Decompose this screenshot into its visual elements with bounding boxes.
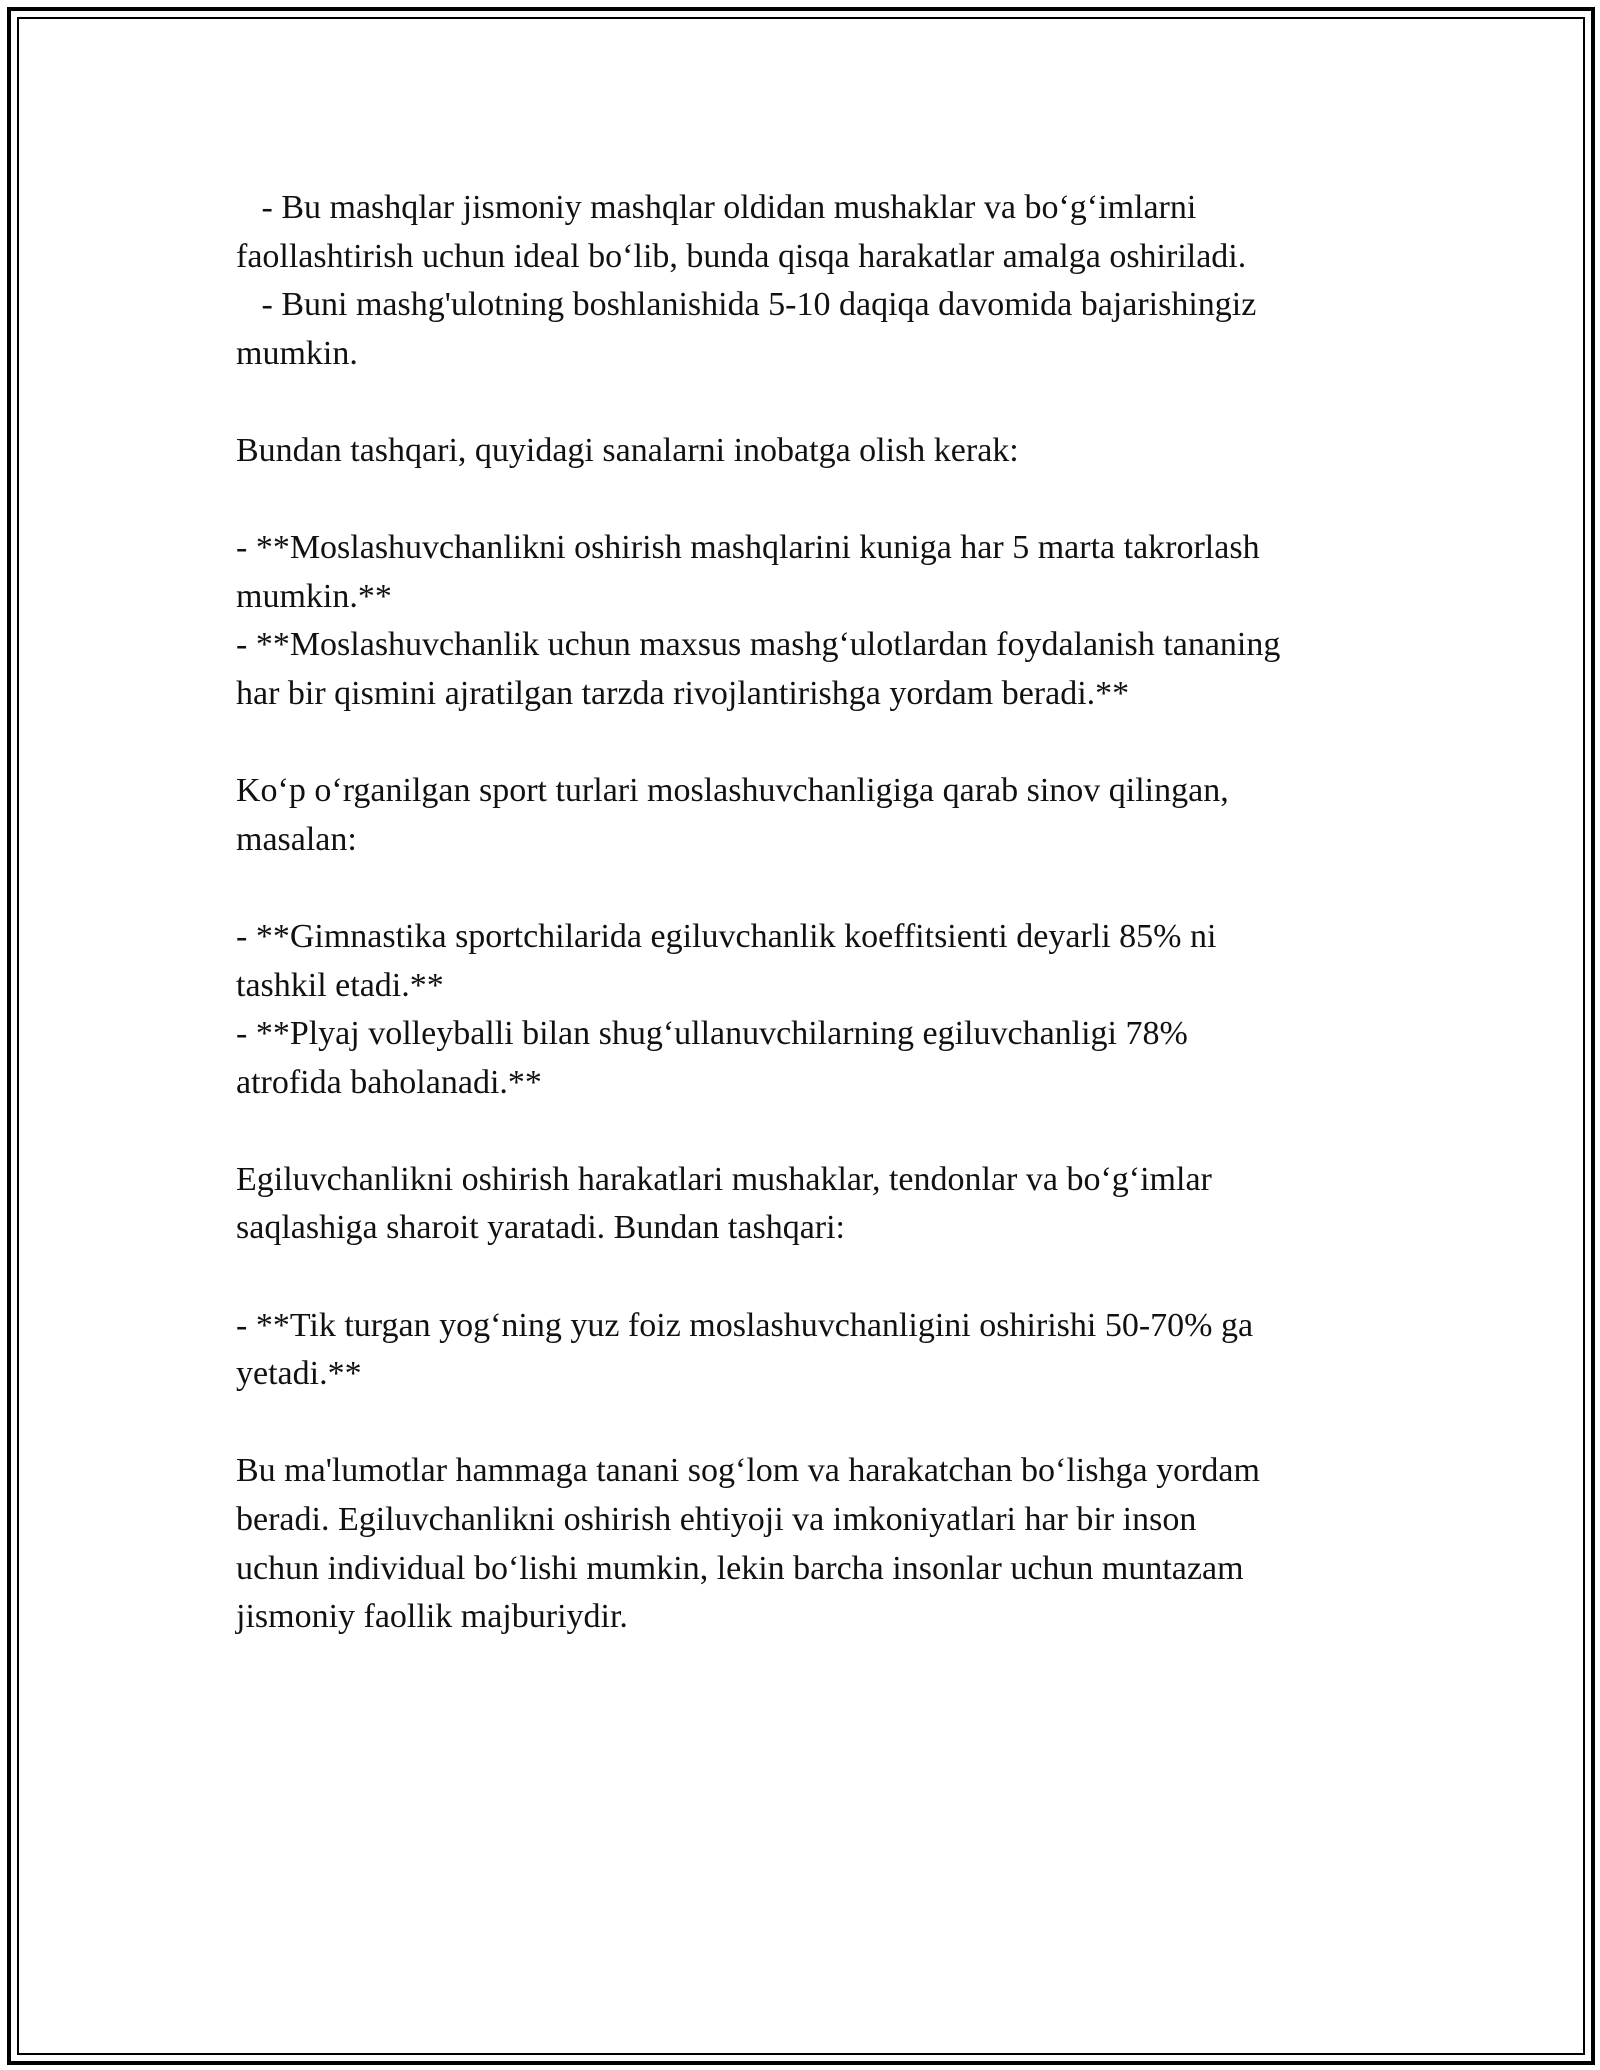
text-line: beradi. Egiluvchanlikni oshirish ehtiyoji va imkoniyatlari har bir inson <box>236 1501 1197 1539</box>
paragraph-gap <box>236 476 1396 525</box>
text-line: uchun individual bo‘lishi mumkin, lekin barcha insonlar uchun muntazam <box>236 1549 1244 1587</box>
list-flexibility-exercises <box>236 524 1396 718</box>
text-line: masalan: <box>236 820 357 858</box>
text-line: saqlashiga sharoit yaratadi. Bundan tashqari: <box>236 1209 845 1247</box>
text-line: Bu ma'lumotlar hammaga tanani sog‘lom va harakatchan bo‘lishga yordam <box>236 1452 1260 1490</box>
list-item-line: atrofida baholanadi.** <box>236 1063 542 1101</box>
list-fat-stats <box>236 1302 1396 1399</box>
text-line: - Bu mashqlar jismoniy mashqlar oldidan mushaklar va bo‘g‘imlarni <box>236 189 1197 226</box>
list-sports-stats <box>236 913 1396 1107</box>
paragraph-gap <box>236 1253 1396 1302</box>
paragraph-gap <box>236 1107 1396 1156</box>
text-line: mumkin. <box>236 334 358 372</box>
text-line: - Buni mashg'ulotning boshlanishida 5-10 daqiqa davomida bajarishingiz <box>236 286 1257 324</box>
text-line: jismoniy faollik majburiydir. <box>236 1598 628 1636</box>
text-line: Bundan tashqari, quyidagi sanalarni inobatga olish kerak: <box>236 431 1019 469</box>
list-item-line: yetadi.** <box>236 1355 362 1393</box>
list-item-line: - **Plyaj volleyballi bilan shug‘ullanuvchilarning egiluvchanligi 78% <box>236 1015 1188 1053</box>
paragraph-gap <box>236 719 1396 768</box>
text-line: Egiluvchanlikni oshirish harakatlari mushaklar, tendonlar va bo‘g‘imlar <box>236 1160 1212 1198</box>
paragraph-gap <box>236 378 1396 427</box>
paragraph-gap <box>236 864 1396 913</box>
text-line: faollashtirish uchun ideal bo‘lib, bunda qisqa harakatlar amalga oshiriladi. <box>236 237 1247 275</box>
paragraph-intro <box>236 427 1396 476</box>
paragraph-gap <box>236 1399 1396 1448</box>
paragraph-warmup <box>236 184 1396 378</box>
list-item-line: - **Tik turgan yog‘ning yuz foiz moslashuvchanligini oshirishi 50-70% ga <box>236 1306 1254 1344</box>
paragraph-sports <box>236 767 1396 864</box>
paragraph-conclusion <box>236 1447 1396 1641</box>
list-item-line: har bir qismini ajratilgan tarzda rivojlantirishga yordam beradi.** <box>236 674 1130 712</box>
list-item-line: - **Moslashuvchanlik uchun maxsus mashg‘ulotlardan foydalanish tananing <box>236 626 1281 664</box>
paragraph-benefits <box>236 1156 1396 1253</box>
text-line: Ko‘p o‘rganilgan sport turlari moslashuvchanligiga qarab sinov qilingan, <box>236 772 1229 810</box>
list-item-line: - **Moslashuvchanlikni oshirish mashqlarini kuniga har 5 marta takrorlash <box>236 529 1260 567</box>
list-item-line: tashkil etadi.** <box>236 966 444 1004</box>
list-item-line: mumkin.** <box>236 577 392 615</box>
list-item-line: - **Gimnastika sportchilarida egiluvchanlik koeffitsienti deyarli 85% ni <box>236 917 1217 955</box>
document-body <box>236 184 1396 1642</box>
